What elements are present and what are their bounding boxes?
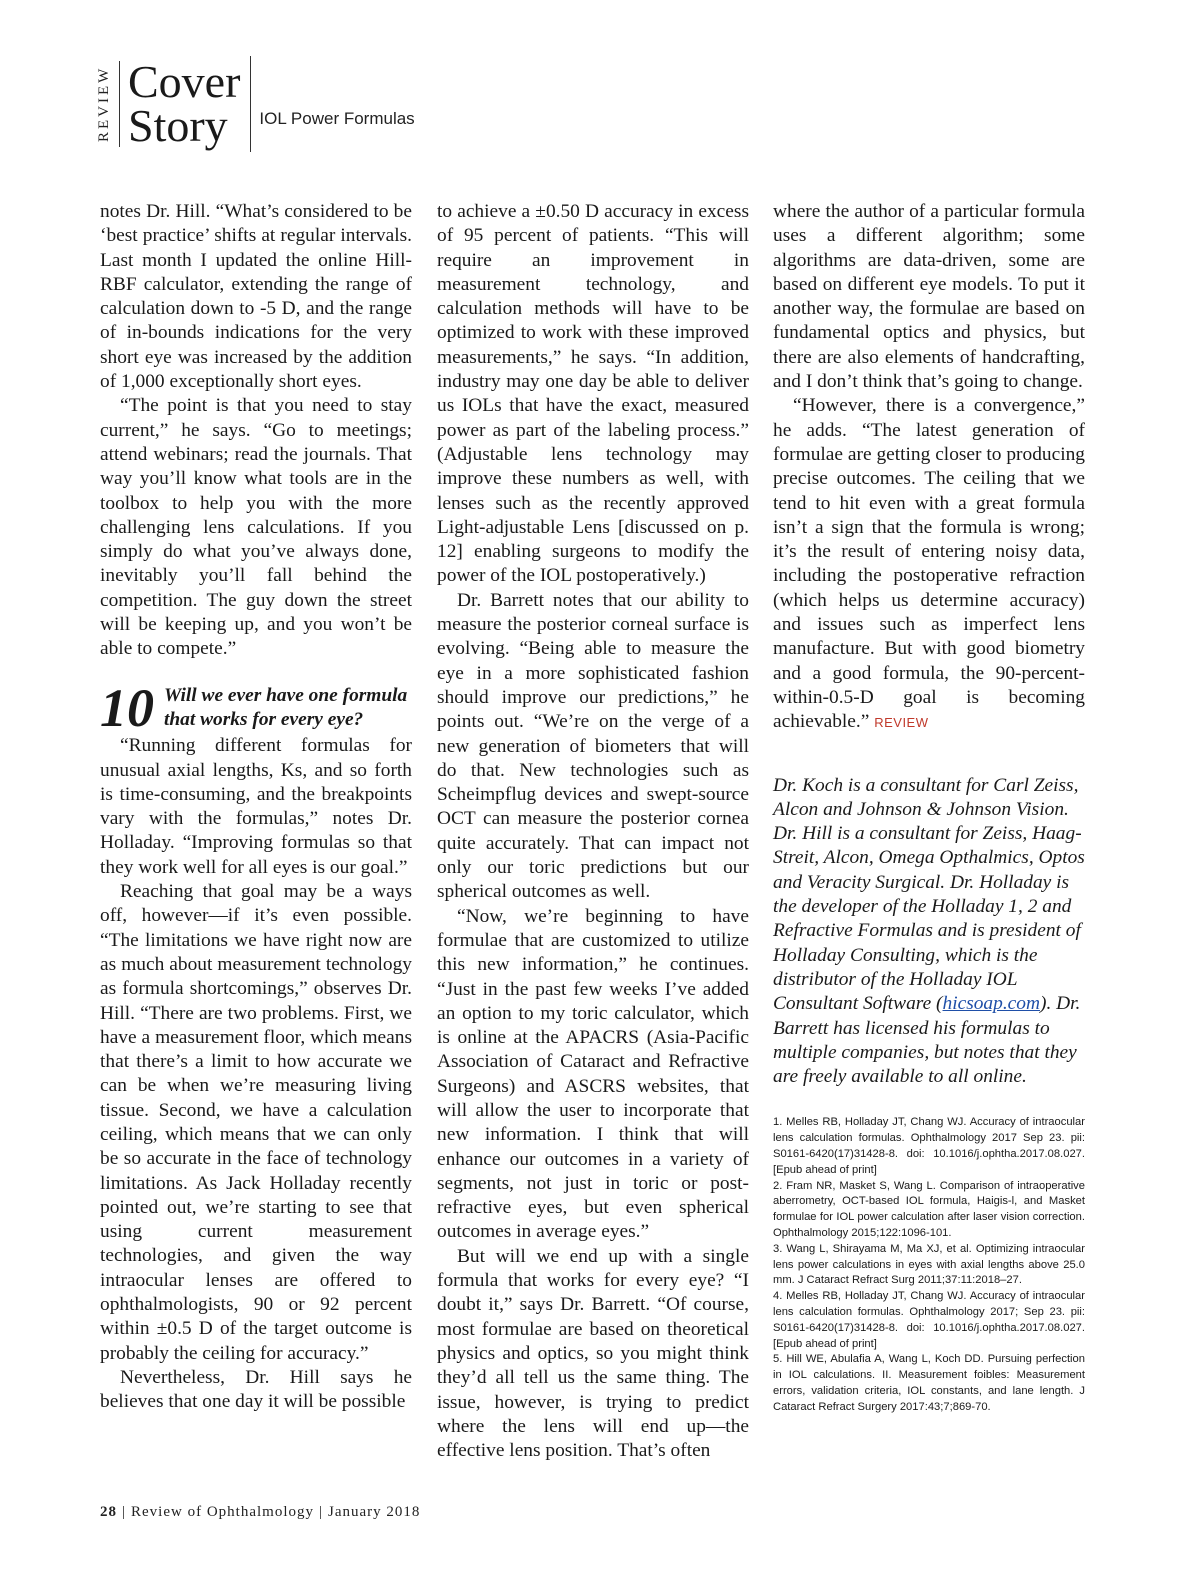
footer-separator-2: | xyxy=(319,1504,324,1520)
reference-item: 3. Wang L, Shirayama M, Ma XJ, et al. Optimizing intraocular lens power calculations in eyes with axial lengths above 25.0 mm. J Cataract Refract Surg 2011;37:11:2018–27. xyxy=(773,1242,1085,1287)
section-title xyxy=(128,56,241,151)
footer-separator: | xyxy=(122,1504,127,1520)
column-3 xyxy=(773,200,1085,1416)
reference-item: 1. Melles RB, Holladay JT, Chang WJ. Accuracy of intraocular lens calculation formulas. Ophthalmology 2017 Sep 23. pii: S0161-6420(17)31428-8. doi: 10.1016/j.ophtha.2017.08.027. [Epub ahead of print] xyxy=(773,1116,1085,1176)
section-label: REVIEW xyxy=(96,65,112,143)
page-footer xyxy=(100,1504,420,1521)
publication-name: Review of Ophthalmology xyxy=(131,1504,314,1520)
paragraph-text: “However, there is a convergence,” he adds. “The latest generation of formulae are getting closer to producing precise outcomes. The ceiling that we tend to hit even with a great formula isn’t a sign that the formula is wrong; it’s the result of entering noisy data, including the postoperative refraction (which helps us determine accuracy) and issues such as imperfect lens manufacture. But with good biometry and a good formula, the 90-percent-within-0.5-D goal is becoming achievable.” xyxy=(773,395,1085,733)
end-mark: REVIEW xyxy=(874,715,929,731)
masthead-divider xyxy=(119,61,120,147)
question-text: Will we ever have one formula that works for every eye? xyxy=(164,684,408,730)
disclosure xyxy=(773,774,1085,1090)
column-1 xyxy=(100,200,412,1415)
paragraph: “Running different formulas for unusual axial lengths, Ks, and so forth is time-consuming, and the breakpoints vary with the formulas,” notes Dr. Holladay. “Improving formulas so that they work well for all eyes is our goal.” xyxy=(100,735,412,878)
paragraph: “Now, we’re beginning to have formulae that are customized to utilize this new information,” he continues. “Just in the past few weeks I’ve added an option to my toric calculator, which is online at the APACRS (Asia-Pacific Association of Cataract and Refractive Surgeons) and ASCRS websites, that will allow the user to incorporate that new information. I think that will enhance our outcomes in a variety of segments, not just in toric or post-refractive eyes, but even spherical outcomes in average eyes.” xyxy=(437,905,749,1243)
paragraph: to achieve a ±0.50 D accuracy in excess of 95 percent of patients. “This will require an improvement in measurement technology, and calculation methods will have to be optimized to work with these improved measurements,” he says. “In addition, industry may one day be able to deliver us IOLs that have the exact, measured power as part of the labeling process.” (Adjustable lens technology may improve these numbers as well, with lenses such as the recently approved Light-adjustable Lens [discussed on p. 12] enabling surgeons to modify the power of the IOL postoperatively.) xyxy=(437,201,749,587)
paragraph: notes Dr. Hill. “What’s considered to be ‘best practice’ shifts at regular intervals. Last month I updated the online Hill-RBF calculator, extending the range of calculation down to -5 D, and the range of in-bounds indications for the very short eye was increased by the addition of 1,000 exceptionally short eyes. xyxy=(100,201,412,393)
masthead xyxy=(96,56,415,152)
issue-date: January 2018 xyxy=(328,1504,421,1520)
paragraph: “The point is that you need to stay current,” he says. “Go to meetings; attend webinars; read the journals. That way you’ll know what tools are in the toolbox to help you with the more challenging lens calculations. If you simply do what you’ve always done, inevitably you’ll fall behind the competition. The guy down the street will be keeping up, and you won’t be able to compete.” xyxy=(100,395,412,660)
paragraph xyxy=(773,394,1085,735)
disclosure-text: Dr. Koch is a consultant for Carl Zeiss, Alcon and Johnson & Johnson Vision. Dr. Hill is a consultant for Zeiss, Haag-Streit, Alcon, Omega Opthalmics, Optos and Veracity Surgical. Dr. Holladay is the developer of the Holladay 1, 2 and Refractive Formulas and is president of Holladay Consulting, which is the distributor of the Holladay IOL Consultant Software ( xyxy=(773,774,1085,1015)
page-number: 28 xyxy=(100,1504,117,1520)
section-title-line2: Story xyxy=(128,100,228,151)
references xyxy=(773,1115,1085,1415)
question-heading xyxy=(100,677,412,738)
paragraph: where the author of a particular formula uses a different algorithm; some algorithms are data-driven, some are based on different eye models. To put it another way, the formulae are based on fundamental optics and physics, but there are also elements of handcrafting, and I don’t think that’s going to change. xyxy=(773,201,1085,393)
paragraph: Dr. Barrett notes that our ability to measure the posterior corneal surface is evolving. “Being able to measure the eye in a more sophisticated fashion should improve our predictions,” he points out. “We’re on the verge of a new generation of biometers that will do that. New technologies such as Scheimpflug devices and swept-source OCT can measure the posterior cornea quite accurately. That can impact not only our toric predictions but our spherical outcomes as well. xyxy=(437,589,749,903)
reference-item: 4. Melles RB, Holladay JT, Chang WJ. Accuracy of intraocular lens calculation formulas. Ophthalmology 2017; Sep 23. pii: S0161-6420(17)31428-8. doi: 10.1016/j.ophtha.2017.08.027. [Epub ahead of print] xyxy=(773,1290,1085,1350)
section-title-line1: Cover xyxy=(128,56,241,107)
reference-item: 5. Hill WE, Abulafia A, Wang L, Koch DD. Pursuing perfection in IOL calculations. II. Measurement foibles: Measurement errors, validation criteria, IOL constants, and lane length. J Cataract Refract Surgery 2017:43;7;869-70. xyxy=(773,1353,1085,1413)
paragraph: But will we end up with a single formula that works for every eye? “I doubt it,” says Dr. Barrett. “Of course, most formulae are based on theoretical physics and optics, so you might think they’d all tell us the same thing. The issue, however, is trying to predict where the lens will end up—the effective lens position. That’s often xyxy=(437,1245,749,1462)
question-number: 10 xyxy=(100,677,154,738)
reference-item: 2. Fram NR, Masket S, Wang L. Comparison of intraoperative aberrometry, OCT-based IOL formula, Haigis-l, and Masket formulae for IOL power calculation after laser vision correction. Ophthalmology 2015;122:1096-101. xyxy=(773,1179,1085,1239)
disclosure-text-end: ). Dr. Barrett has licensed his formulas to multiple companies, but notes that they are freely available to all online. xyxy=(773,993,1081,1088)
article-topic: IOL Power Formulas xyxy=(259,109,415,128)
masthead-divider-2 xyxy=(250,56,251,152)
paragraph: Reaching that goal may be a ways off, however—if it’s even possible. “The limitations we have right now are as much about measurement technology as formula shortcomings,” observes Dr. Hill. “There are two problems. First, we have a measurement floor, which means that there’s a limit to how accurate we can be when we’re measuring living tissue. Second, we have a calculation ceiling, which means that we can only be so accurate in the face of technology limitations. As Jack Holladay recently pointed out, we’re starting to see that using current measurement technologies, and given the way intraocular lenses are offered to ophthalmologists, 90 or 92 percent within ±0.5 D of the target outcome is probably the ceiling for accuracy.” xyxy=(100,881,412,1364)
paragraph: Nevertheless, Dr. Hill says he believes that one day it will be possible xyxy=(100,1366,412,1413)
column-2 xyxy=(437,200,749,1463)
disclosure-link[interactable]: hicsoap.com xyxy=(942,993,1040,1015)
